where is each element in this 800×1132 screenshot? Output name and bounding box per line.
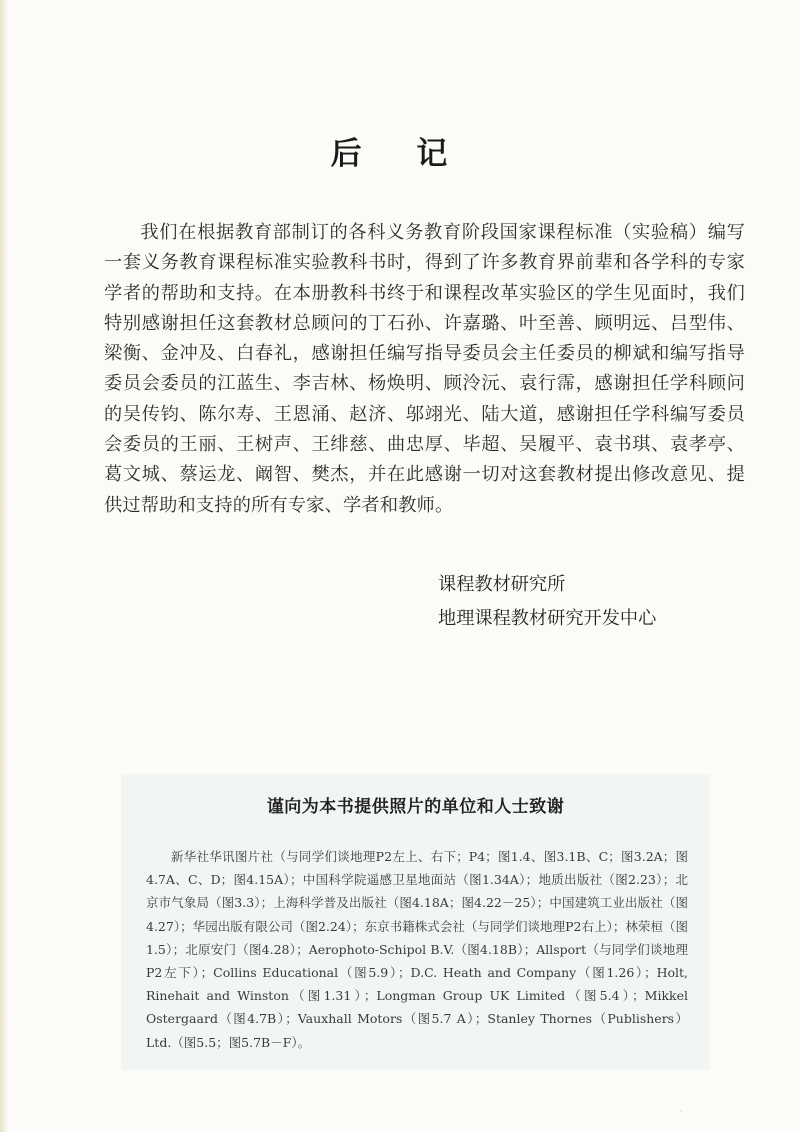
signature-institute: 课程教材研究所 [438,574,566,595]
photo-credits-box [121,774,710,1070]
photo-credits-title: 谨向为本书提供照片的单位和人士致谢 [266,797,565,817]
page-corner-mark: · [680,1107,683,1116]
page-title: 后 记 [330,136,470,172]
signature-center: 地理课程教材研究开发中心 [438,608,657,629]
photo-credits-text: 新华社华讯图片社（与同学们谈地理P2左上、右下；P4；图1.4、图3.1B、C；图3.2A；图4.7A、C、D；图4.15A）；中国科学院遥感卫星地面站（图1.34A）；地质出版社（图2.23）；北京市气象局（图3.3）；上海科学普及出版社（图4.18A；图4.22－25）；中国建筑工业出版社（图4.27）；华园出版有限公司（图2.24）；东京书籍株式会社（与同学们谈地理P2右上）；林荣桓（图1.5）；北原安门（图4.28）；Aerophoto-Schipol B.V.（图4.18B）；Allsport（与同学们谈地理P2左下）；Collins Educational（图5.9）；D.C. Heath and Company（图1.26）；Holt, Rinehait and Winston（图1.31）；Longman Group UK Limited（图5.4）；Mikkel Ostergaard（图4.7B）；Vauxhall Motors（图5.7 A）；Stanley Thornes（Publishers）Ltd.（图5.5；图5.7B－F）。 [146,849,688,1050]
afterword-body: 我们在根据教育部制订的各科义务教育阶段国家课程标准（实验稿）编写一套义务教育课程标准实验教科书时，得到了许多教育界前辈和各学科的专家学者的帮助和支持。在本册教科书终于和课程改革实验区的学生见面时，我们特别感谢担任这套教材总顾问的丁石孙、许嘉璐、叶至善、顾明远、吕型伟、梁衡、金冲及、白春礼，感谢担任编写指导委员会主任委员的柳斌和编写指导委员会委员的江蓝生、李吉林、杨焕明、顾泠沅、袁行霈，感谢担任学科顾问的吴传钧、陈尔寿、王恩涌、赵济、邬翊光、陆大道，感谢担任学科编写委员会委员的王丽、王树声、王绯慈、曲忠厚、毕超、吴履平、袁书琪、袁孝亭、葛文城、蔡运龙、阚智、樊杰，并在此感谢一切对这套教材提出修改意见、提供过帮助和支持的所有专家、学者和教师。 [104,222,745,516]
signature-block [438,568,656,636]
